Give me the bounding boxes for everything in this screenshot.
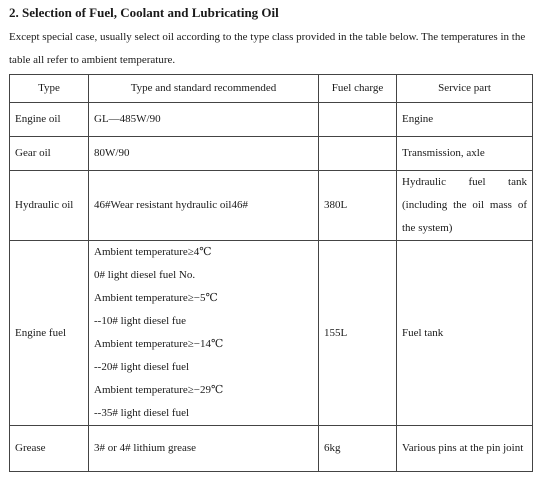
- cell-standard: 46#Wear resistant hydraulic oil46#: [89, 171, 319, 241]
- cell-type: Gear oil: [10, 137, 89, 171]
- table-header-row: [10, 75, 533, 103]
- fuel-grade-line: Ambient temperature≥−14℃: [94, 338, 224, 350]
- cell-charge: [319, 103, 397, 137]
- section-heading: 2. Selection of Fuel, Coolant and Lubricating Oil: [9, 5, 279, 20]
- fuel-grade-line: --20# light diesel fuel: [94, 361, 190, 373]
- intro-paragraph: Except special case, usually select oil according to the type class provided in the table below. The temperatures in the table all refer to ambient temperature.: [9, 31, 526, 66]
- table-row: [10, 426, 533, 472]
- table-row: [10, 241, 533, 426]
- fuel-grade-line: Ambient temperature≥4℃: [94, 246, 212, 258]
- cell-standard: 80W/90: [89, 137, 319, 171]
- header-service-part: Service part: [397, 75, 533, 103]
- table-row: [10, 137, 533, 171]
- cell-charge: 155L: [319, 241, 397, 426]
- table-row: [10, 103, 533, 137]
- cell-charge: 6kg: [319, 426, 397, 472]
- fuel-grade-line: Ambient temperature≥−29℃: [94, 384, 224, 396]
- cell-service: Various pins at the pin joint: [397, 426, 533, 472]
- cell-service: Fuel tank: [397, 241, 533, 426]
- cell-service: Engine: [397, 103, 533, 137]
- fuel-grade-line: --35# light diesel fuel: [94, 407, 190, 419]
- header-standard: Type and standard recommended: [89, 75, 319, 103]
- cell-service: Transmission, axle: [397, 137, 533, 171]
- cell-type: Engine oil: [10, 103, 89, 137]
- cell-type: Grease: [10, 426, 89, 472]
- oil-selection-table: [9, 74, 533, 472]
- table-row: [10, 171, 533, 241]
- cell-standard: 3# or 4# lithium grease: [89, 426, 319, 472]
- cell-standard: GL—485W/90: [89, 103, 319, 137]
- fuel-grade-line: --10# light diesel fue: [94, 315, 186, 327]
- header-fuel-charge: Fuel charge: [319, 75, 397, 103]
- fuel-grade-line: 0# light diesel fuel No.: [94, 269, 196, 281]
- cell-type: Hydraulic oil: [10, 171, 89, 241]
- header-type: Type: [10, 75, 89, 103]
- cell-charge: [319, 137, 397, 171]
- cell-service: Hydraulic fuel tank (including the oil mass of the system): [397, 171, 533, 241]
- cell-standard: [89, 241, 319, 426]
- cell-charge: 380L: [319, 171, 397, 241]
- cell-type: Engine fuel: [10, 241, 89, 426]
- fuel-grade-line: Ambient temperature≥−5℃: [94, 292, 218, 304]
